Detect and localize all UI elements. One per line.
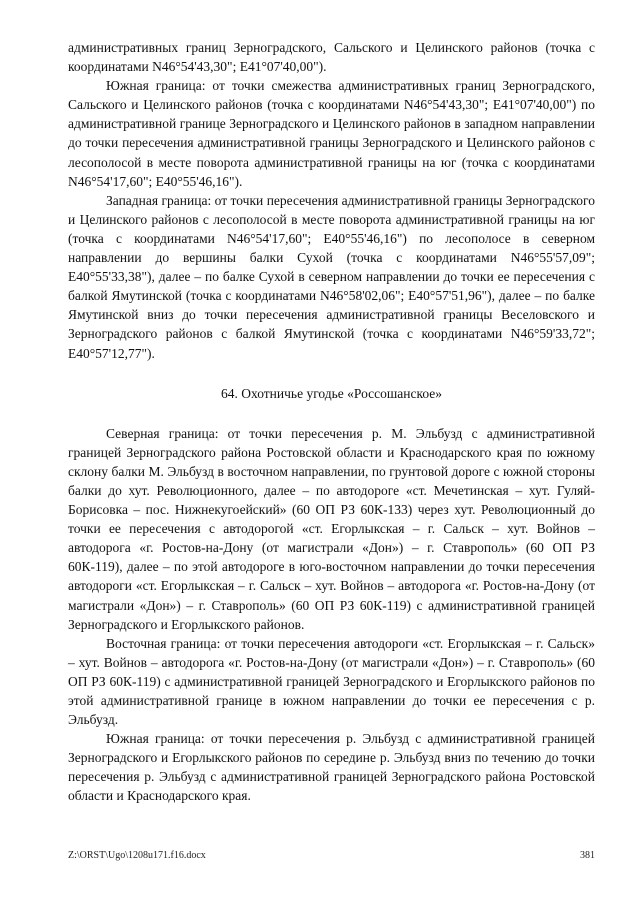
paragraph: Восточная граница: от точки пересечения автодороги «ст. Егорлыкская – г. Сальск» – хут. Войнов – автодорога «г. Ростов-на-Дону (от магистрали «Дон») – г. Ставрополь» (60 ОП РЗ 60К-119) с административной границей Зерноградского и Егорлыкского районов по этой административной границе в южном направлении до точки ее пересечения с р. Эльбузд. bbox=[68, 635, 595, 728]
document-body bbox=[68, 38, 595, 806]
page-number: 381 bbox=[580, 850, 595, 861]
paragraph: Южная граница: от точки пересечения р. Эльбузд с административной границей Зерноградского и Егорлыкского районов по середине р. Эльбузд вниз по течению до точки пересечения р. Эльбузд с административной границей Зерноградского района Ростовской области и Краснодарского края. bbox=[68, 731, 595, 804]
paragraph: Южная граница: от точки смежества административных границ Зерноградского, Сальского и Целинского районов (точка с координатами N46°54'43,30"; E41°07'40,00") по административной границе Зерноградского и Целинского районов в западном направлении до точки пересечения административной границы Зерноградского и Целинского районов с лесополосой в месте поворота административной границы на юг (точка с координатами N46°54'17,60"; E40°55'46,16"). bbox=[68, 78, 595, 189]
section-heading: 64. Охотничье угодье «Россошанское» bbox=[220, 385, 443, 401]
paragraph: административных границ Зерноградского, Сальского и Целинского районов (точка с координатами N46°54'43,30"; E41°07'40,00"). bbox=[68, 40, 595, 75]
footer-file-path: Z:\ORST\Ugo\1208u171.f16.docx bbox=[68, 850, 206, 861]
paragraphs-after bbox=[68, 424, 595, 806]
paragraphs-before bbox=[68, 38, 595, 363]
paragraph: Северная граница: от точки пересечения р. М. Эльбузд с административной границей Зерноградского района Ростовской области и Краснодарского края по южному склону балки М. Эльбузд в восточном направлении, по грунтовой дороге с южной стороны балки до хут. Революционного, далее – по автодороге «ст. Мечетинская – хут. Гуляй-Борисовка – пос. Нижнекугоейский» (60 ОП РЗ 60К-133) через хут. Революционный до точки ее пересечения с автодорогой «ст. Егорлыкская – г. Сальск – хут. Войнов – автодорога «г. Ростов-на-Дону (от магистрали «Дон») – г. Ставрополь» (60 ОП РЗ 60К-119), далее – по этой автодороге в юго-восточном направлении до точки пересечения автодороги «ст. Егорлыкская – г. Сальск – хут. Войнов – автодорога «г. Ростов-на-Дону (от магистрали «Дон») – г. Ставрополь» (60 ОП РЗ 60К-119) с административной границей Зерноградского и Егорлыкского районов. bbox=[68, 425, 595, 632]
paragraph: Западная граница: от точки пересечения административной границы Зерноградского и Целинского районов с лесополосой в месте поворота административной границы на юг (точка с координатами N46°54'17,60"; E40°55'46,16") по лесополосе в северном направлении до вершины балки Сухой (точка с координатами N46°55'57,09"; E40°55'33,38"), далее – по балке Сухой в северном направлении до точки ее пересечения с балкой Ямутинской (точка с координатами N46°58'02,06"; E40°57'51,96"), далее – по балке Ямутинской вниз до точки пересечения административной границы Веселовского и Зерноградского районов с балкой Ямутинской (точка с координатами N46°59'33,72"; E40°57'12,77"). bbox=[68, 192, 595, 361]
